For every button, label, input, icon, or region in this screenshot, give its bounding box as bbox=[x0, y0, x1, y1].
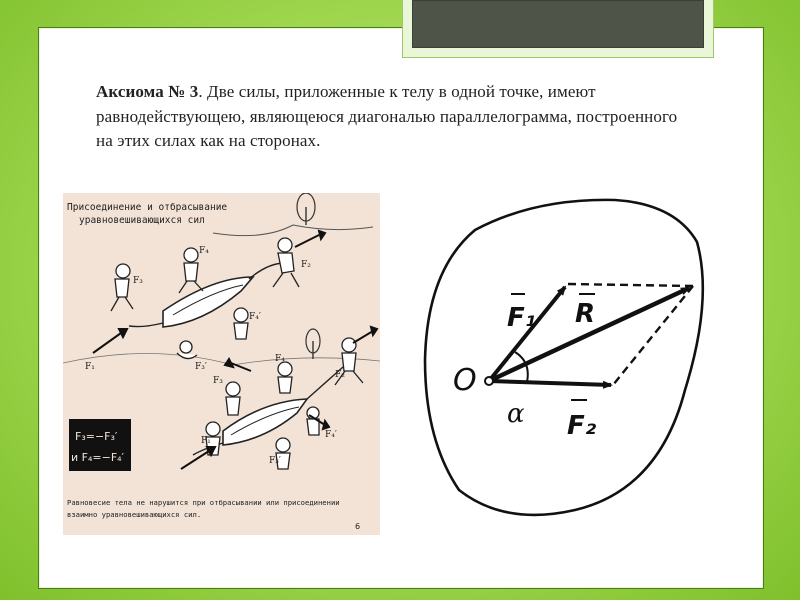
parallelogram-diagram bbox=[415, 190, 715, 535]
formula-line-2: и F₄=−F₄′ bbox=[71, 451, 125, 464]
top-tab bbox=[402, 0, 714, 58]
label-f3-top: F₃ bbox=[133, 276, 143, 286]
formula-line-1: F₃=−F₃′ bbox=[75, 430, 118, 443]
parallelogram-drawing bbox=[415, 190, 715, 535]
origin-point bbox=[485, 377, 493, 385]
dashed-side-top bbox=[568, 284, 693, 286]
body-outline bbox=[425, 200, 703, 515]
label-f4-bot: F₄ bbox=[275, 354, 285, 364]
label-f1-top: F₁ bbox=[85, 362, 95, 372]
angle-label: α bbox=[507, 399, 525, 429]
illus-page-number: 6 bbox=[355, 522, 361, 531]
vector-f2 bbox=[489, 381, 611, 385]
label-f2-top: F₂ bbox=[301, 260, 311, 270]
label-f4p-bot: F₄′ bbox=[325, 430, 337, 440]
tree-icon bbox=[297, 193, 315, 225]
illus-caption-bottom-2: взаимно уравновешивающихся сил. bbox=[67, 510, 202, 519]
tree-icon-2 bbox=[306, 329, 320, 359]
label-f2-bot: F₂ bbox=[335, 370, 345, 380]
f1-label: F₁ bbox=[507, 303, 537, 333]
illus-caption-top-1: Присоединение и отбрасывание bbox=[67, 202, 228, 213]
cartoon-illustration bbox=[63, 193, 380, 535]
axiom-text bbox=[96, 80, 696, 154]
origin-label: O bbox=[453, 363, 477, 398]
dashed-side-right bbox=[613, 286, 693, 385]
label-f4p-top: F₄′ bbox=[249, 312, 261, 322]
label-f4-top: F₄ bbox=[199, 246, 209, 256]
formula-box bbox=[69, 419, 131, 471]
label-f1-bot: F₁ bbox=[201, 436, 211, 446]
illus-caption-bottom-1: Равновесие тела не нарушится при отбрасывании или присоединении bbox=[67, 498, 340, 507]
top-tab-panel bbox=[412, 0, 704, 48]
illus-caption-top-2: уравновешивающихся сил bbox=[79, 215, 205, 226]
axiom-heading: Аксиома № 3 bbox=[96, 82, 199, 101]
cartoon-drawing bbox=[63, 193, 380, 535]
axiom-body: . Две силы, приложенные к телу в одной точке, имеют равнодействующею, являющеюся диагональю параллелограмма, построенного на этих силах как на сторонах. bbox=[96, 82, 678, 150]
label-f3p-top: F₃′ bbox=[195, 362, 207, 372]
r-label: R bbox=[575, 299, 596, 329]
label-f3p-bot: F₃′ bbox=[269, 456, 281, 466]
f2-label: F₂ bbox=[567, 411, 597, 441]
label-f3-bot: F₃ bbox=[213, 376, 223, 386]
